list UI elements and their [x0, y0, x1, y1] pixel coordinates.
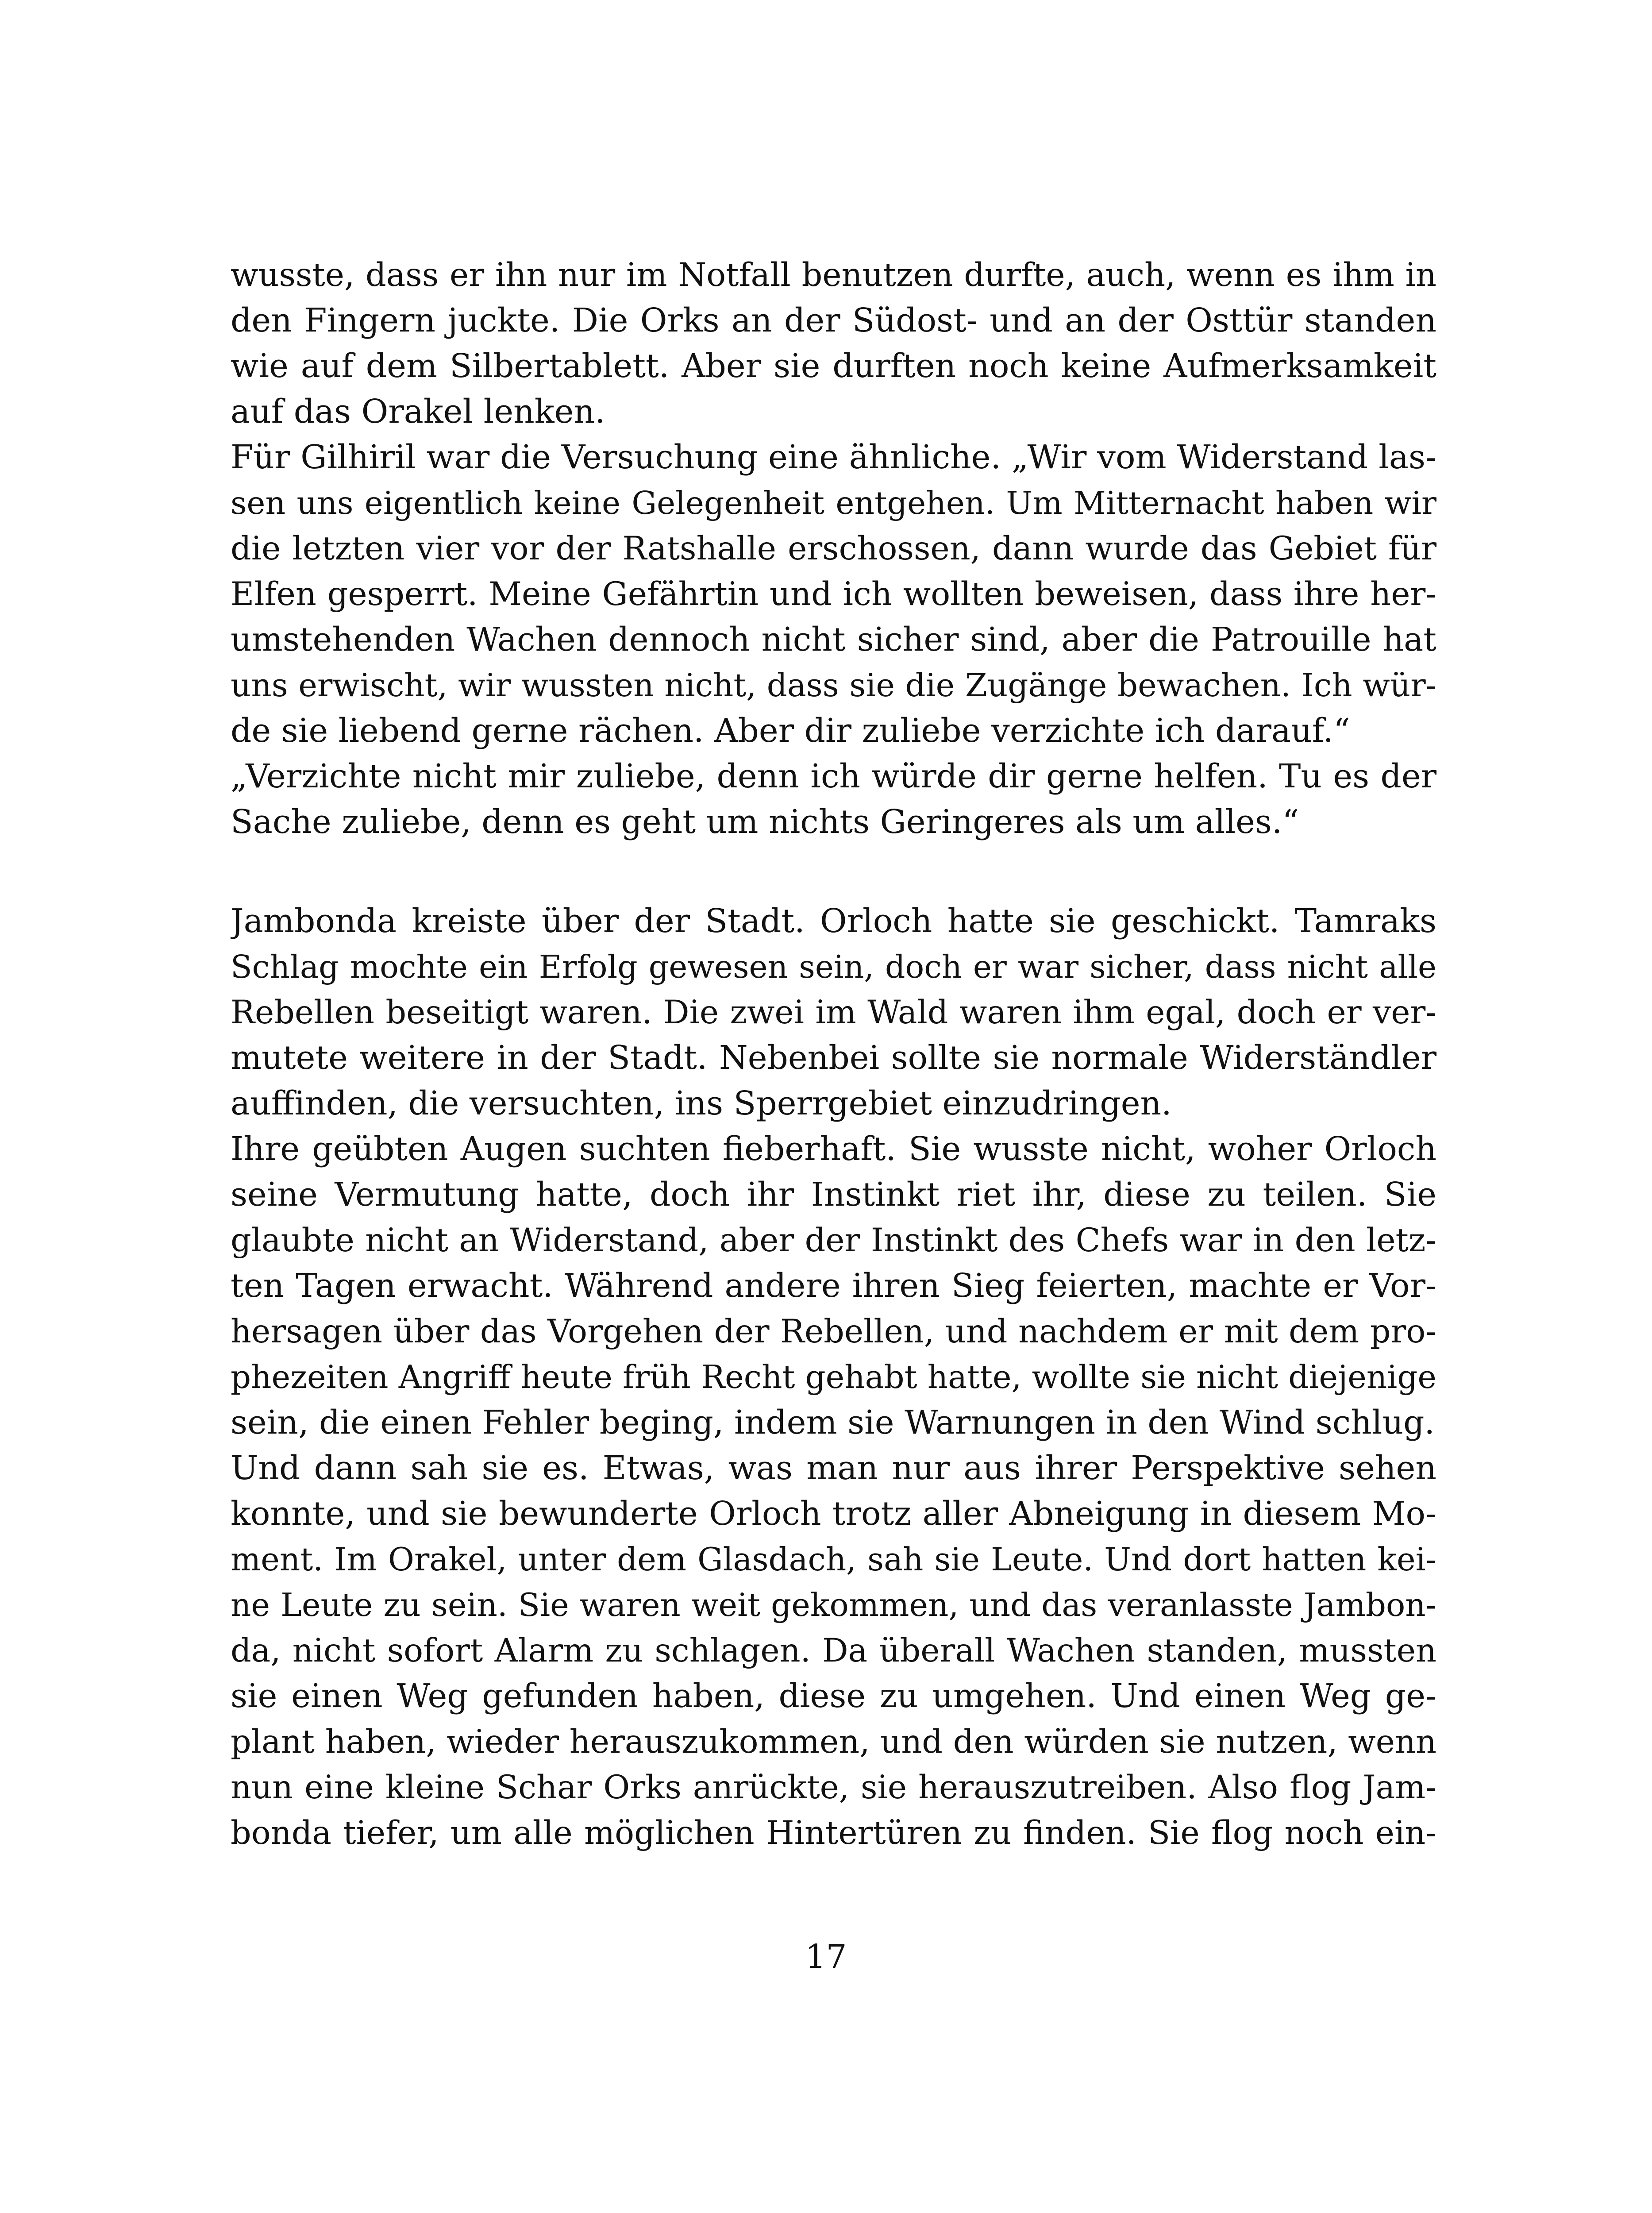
text-line: Sache zuliebe, denn es geht um nichts Geringeres als um alles.“ [231, 803, 1299, 841]
text-line: Schlag mochte ein Erfolg gewesen sein, doch er war sicher, dass nicht alle [231, 948, 1436, 985]
text-line: konnte, und sie bewunderte Orloch trotz aller Abneigung in diesem Mo- [231, 1495, 1436, 1533]
text-line: de sie liebend gerne rächen. Aber dir zuliebe verzichte ich darauf.“ [231, 712, 1350, 750]
text-line: ten Tagen erwacht. Während andere ihren Sieg feierten, machte er Vor- [231, 1267, 1436, 1305]
text-line: wie auf dem Silbertablett. Aber sie durften noch keine Aufmerksamkeit [231, 347, 1436, 385]
text-line: umstehenden Wachen dennoch nicht sicher sind, aber die Patrouille hat [231, 621, 1436, 659]
text-line: phezeiten Angriff heute früh Recht gehabt hatte, wollte sie nicht diejenige [231, 1358, 1436, 1396]
text-line: bonda tiefer, um alle möglichen Hintertüren zu finden. Sie flog noch ein- [231, 1814, 1436, 1852]
text-line: sie einen Weg gefunden haben, diese zu umgehen. Und einen Weg ge- [231, 1677, 1436, 1715]
text-line: „Verzichte nicht mir zuliebe, denn ich würde dir gerne helfen. Tu es der [231, 757, 1436, 795]
text-line: uns erwischt, wir wussten nicht, dass sie die Zugänge bewachen. Ich wür- [231, 667, 1436, 704]
text-line: Und dann sah sie es. Etwas, was man nur aus ihrer Perspektive sehen [231, 1449, 1436, 1487]
text-line: glaubte nicht an Widerstand, aber der Instinkt des Chefs war in den letz- [231, 1222, 1436, 1259]
text-line: Jambonda kreiste über der Stadt. Orloch hatte sie geschickt. Tamraks [231, 902, 1436, 940]
text-line: Elfen gesperrt. Meine Gefährtin und ich wollten beweisen, dass ihre her- [231, 575, 1436, 613]
text-line: sen uns eigentlich keine Gelegenheit entgehen. Um Mitternacht haben wir [231, 485, 1436, 521]
text-section-2 [231, 898, 1436, 1856]
text-line: wusste, dass er ihn nur im Notfall benutzen durfte, auch, wenn es ihm in [231, 256, 1436, 294]
text-line: Rebellen beseitigt waren. Die zwei im Wald waren ihm egal, doch er ver- [231, 994, 1436, 1031]
text-line: ment. Im Orakel, unter dem Glasdach, sah sie Leute. Und dort hatten kei- [231, 1541, 1436, 1578]
text-line: auf das Orakel lenken. [231, 393, 605, 431]
text-line: Ihre geübten Augen suchten fieberhaft. Sie wusste nicht, woher Orloch [231, 1130, 1436, 1168]
text-line: hersagen über das Vorgehen der Rebellen, und nachdem er mit dem pro- [231, 1313, 1436, 1350]
text-line: sein, die einen Fehler beging, indem sie Warnungen in den Wind schlug. [231, 1403, 1435, 1442]
text-line: mutete weitere in der Stadt. Nebenbei sollte sie normale Widerständler [231, 1039, 1436, 1077]
text-section-1 [231, 252, 1436, 845]
text-line: plant haben, wieder herauszukommen, und den würden sie nutzen, wenn [231, 1723, 1436, 1761]
text-line: den Fingern juckte. Die Orks an der Südost- und an der Osttür standen [231, 301, 1436, 339]
text-line: auffinden, die versuchten, ins Sperrgebiet einzudringen. [231, 1084, 1172, 1122]
text-line: die letzten vier vor der Ratshalle erschossen, dann wurde das Gebiet für [231, 530, 1436, 567]
text-line: nun eine kleine Schar Orks anrückte, sie herauszutreiben. Also flog Jam- [231, 1769, 1436, 1806]
text-line: ne Leute zu sein. Sie waren weit gekommen, und das veranlasste Jambon- [231, 1586, 1436, 1623]
text-line: da, nicht sofort Alarm zu schlagen. Da überall Wachen standen, mussten [231, 1632, 1436, 1669]
page-number: 17 [805, 1938, 847, 1976]
text-line: Für Gilhiril war die Versuchung eine ähnliche. „Wir vom Widerstand las- [231, 438, 1436, 476]
text-line: seine Vermutung hatte, doch ihr Instinkt riet ihr, diese zu teilen. Sie [231, 1176, 1436, 1214]
